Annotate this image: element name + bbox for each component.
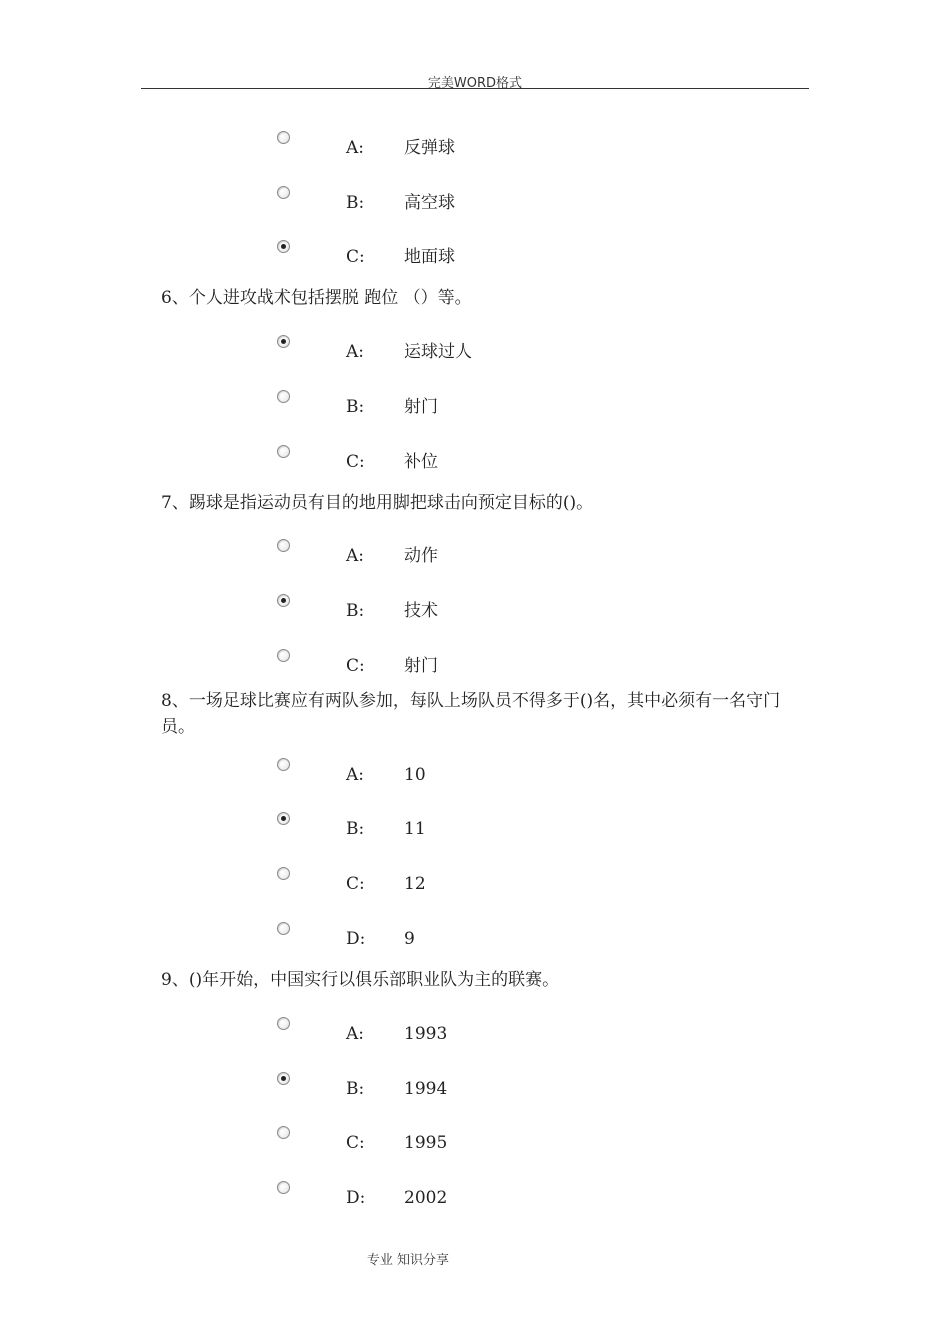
option-text: 技术	[404, 601, 438, 621]
radio-button-icon[interactable]	[277, 335, 290, 348]
option-text: 射门	[404, 656, 438, 676]
question-text: 7、踢球是指运动员有目的地用脚把球击向预定目标的()。	[161, 493, 594, 513]
page-footer-text: 专业 知识分享	[366, 1253, 450, 1268]
question-text: 9、()年开始，中国实行以俱乐部职业队为主的联赛。	[161, 970, 560, 990]
option-letter: C:	[346, 656, 365, 676]
option-letter: B:	[346, 601, 365, 621]
option-letter: A:	[346, 138, 365, 158]
radio-button-icon[interactable]	[277, 1126, 290, 1139]
answer-option[interactable]	[0, 445, 950, 475]
answer-option[interactable]	[0, 390, 950, 420]
option-text: 1993	[404, 1024, 448, 1044]
radio-button-icon[interactable]	[277, 445, 290, 458]
option-text: 地面球	[404, 247, 455, 267]
option-letter: D:	[346, 1188, 366, 1208]
answer-option[interactable]	[0, 1181, 950, 1211]
radio-button-icon[interactable]	[277, 186, 290, 199]
option-letter: C:	[346, 247, 365, 267]
option-letter: A:	[346, 342, 365, 362]
answer-option[interactable]	[0, 240, 950, 270]
option-text: 补位	[404, 452, 438, 472]
option-text: 11	[404, 819, 426, 839]
option-letter: A:	[346, 1024, 365, 1044]
radio-button-icon[interactable]	[277, 594, 290, 607]
answer-option[interactable]	[0, 594, 950, 624]
radio-selected-dot-icon	[281, 816, 286, 821]
option-text: 反弹球	[404, 138, 455, 158]
radio-button-icon[interactable]	[277, 131, 290, 144]
option-letter: D:	[346, 929, 366, 949]
option-letter: C:	[346, 452, 365, 472]
option-text: 12	[404, 874, 426, 894]
radio-button-icon[interactable]	[277, 1072, 290, 1085]
option-letter: B:	[346, 819, 365, 839]
option-letter: C:	[346, 1133, 365, 1153]
answer-option[interactable]	[0, 922, 950, 952]
question-text: 6、个人进攻战术包括摆脱 跑位 （）等。	[161, 288, 472, 308]
answer-option[interactable]	[0, 131, 950, 161]
answer-option[interactable]	[0, 812, 950, 842]
radio-button-icon[interactable]	[277, 922, 290, 935]
option-letter: B:	[346, 1079, 365, 1099]
answer-option[interactable]	[0, 1126, 950, 1156]
radio-button-icon[interactable]	[277, 758, 290, 771]
radio-selected-dot-icon	[281, 339, 286, 344]
page-header-title: 完美WORD格式	[427, 76, 523, 91]
radio-button-icon[interactable]	[277, 390, 290, 403]
option-letter: A:	[346, 765, 365, 785]
answer-option[interactable]	[0, 539, 950, 569]
option-letter: C:	[346, 874, 365, 894]
radio-button-icon[interactable]	[277, 539, 290, 552]
option-text: 10	[404, 765, 426, 785]
option-letter: B:	[346, 193, 365, 213]
answer-option[interactable]	[0, 1017, 950, 1047]
radio-button-icon[interactable]	[277, 1181, 290, 1194]
header-divider	[141, 88, 809, 89]
option-text: 1994	[404, 1079, 448, 1099]
question-text: 8、一场足球比赛应有两队参加，每队上场队员不得多于()名，其中必须有一名守门员。	[161, 691, 781, 737]
answer-option[interactable]	[0, 335, 950, 365]
option-text: 高空球	[404, 193, 455, 213]
option-letter: A:	[346, 546, 365, 566]
option-letter: B:	[346, 397, 365, 417]
answer-option[interactable]	[0, 649, 950, 679]
radio-button-icon[interactable]	[277, 649, 290, 662]
radio-selected-dot-icon	[281, 244, 286, 249]
option-text: 动作	[404, 546, 438, 566]
radio-button-icon[interactable]	[277, 240, 290, 253]
option-text: 射门	[404, 397, 438, 417]
answer-option[interactable]	[0, 1072, 950, 1102]
radio-selected-dot-icon	[281, 1076, 286, 1081]
option-text: 2002	[404, 1188, 448, 1208]
option-text: 1995	[404, 1133, 448, 1153]
radio-button-icon[interactable]	[277, 812, 290, 825]
answer-option[interactable]	[0, 758, 950, 788]
answer-option[interactable]	[0, 186, 950, 216]
radio-button-icon[interactable]	[277, 1017, 290, 1030]
option-text: 运球过人	[404, 342, 472, 362]
option-text: 9	[404, 929, 415, 949]
radio-selected-dot-icon	[281, 598, 286, 603]
answer-option[interactable]	[0, 867, 950, 897]
radio-button-icon[interactable]	[277, 867, 290, 880]
